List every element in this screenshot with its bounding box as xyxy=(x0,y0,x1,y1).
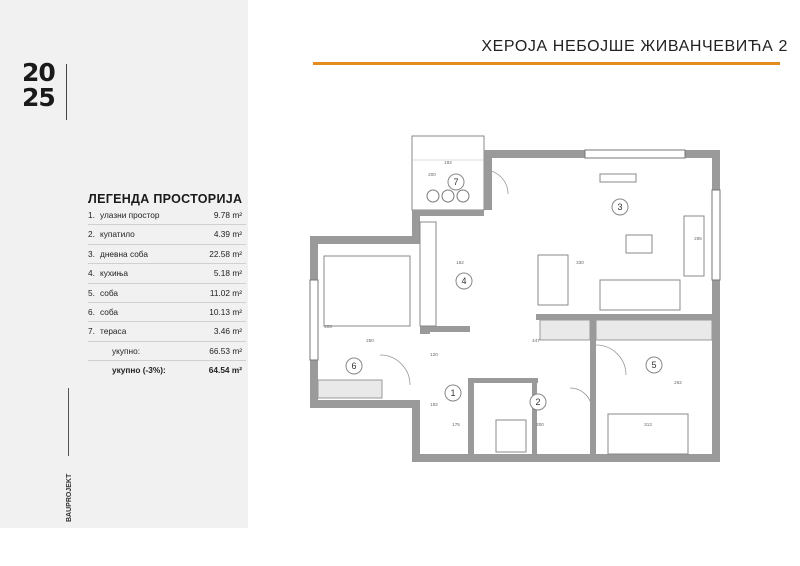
dimension-label: 330 xyxy=(576,260,584,265)
legend-row xyxy=(88,264,246,283)
room-name: купатило xyxy=(100,229,135,240)
room-label: 4 xyxy=(461,276,467,286)
room-number: 7. xyxy=(88,326,95,337)
dimension-label: 285 xyxy=(694,236,702,241)
legend-row xyxy=(88,245,246,264)
dimension-label: 262 xyxy=(674,380,682,385)
year-divider xyxy=(66,64,67,120)
door-swing xyxy=(570,388,592,410)
room-name: улазни простор xyxy=(100,210,160,220)
door-swing xyxy=(380,355,410,385)
room-area: 10.13 m² xyxy=(209,306,242,317)
room-number: 6. xyxy=(88,306,95,317)
room-area: 11.02 m² xyxy=(209,287,242,298)
room-number: 5. xyxy=(88,287,95,298)
terrace-outline xyxy=(412,136,484,210)
wardrobe-room-5 xyxy=(540,320,590,340)
room-number: 3. xyxy=(88,248,95,259)
year-top: 20 xyxy=(22,58,55,87)
room-name: тераса xyxy=(100,326,127,337)
wall xyxy=(310,400,420,408)
room-label: 7 xyxy=(453,177,459,187)
terrace-table xyxy=(442,190,454,202)
dimension-label: 313 xyxy=(644,422,652,427)
grand-total-area: 64.54 m² xyxy=(208,365,242,376)
window xyxy=(585,150,685,158)
dimension-label: 162 xyxy=(456,260,464,265)
coffee-table xyxy=(626,235,652,253)
dimension-label: 447 xyxy=(532,338,540,343)
wall xyxy=(412,400,420,462)
wall xyxy=(310,236,420,244)
wardrobe-room-5 xyxy=(596,320,712,340)
wardrobe-room-6 xyxy=(318,380,382,398)
dimension-label: 182 xyxy=(430,402,438,407)
dimension-label: 250 xyxy=(366,338,374,343)
legend-row xyxy=(88,322,246,341)
floor-plan xyxy=(300,130,740,470)
wall xyxy=(430,326,470,332)
sidebar-panel xyxy=(0,0,248,528)
year-bottom: 25 xyxy=(22,83,55,112)
room-label: 1 xyxy=(450,388,456,398)
dimension-label: 200 xyxy=(428,172,436,177)
terrace-chair xyxy=(457,190,469,202)
brand-divider xyxy=(68,388,69,456)
wall xyxy=(420,326,430,334)
legend-total-row xyxy=(88,342,246,361)
door-swing xyxy=(596,345,626,375)
wall xyxy=(536,314,720,320)
legend-row xyxy=(88,225,246,244)
dimension-label: 403 xyxy=(324,324,332,329)
room-area: 9.78 m² xyxy=(213,210,242,220)
bed-room-6 xyxy=(324,256,410,326)
room-name: соба xyxy=(100,287,119,298)
room-area: 3.46 m² xyxy=(213,326,242,337)
room-label: 2 xyxy=(535,397,541,407)
wall xyxy=(484,150,492,210)
brand-text: BAUPROJEKT xyxy=(66,473,73,522)
wall xyxy=(590,320,596,462)
dimension-label: 300 xyxy=(536,422,544,427)
wall xyxy=(412,454,720,462)
window xyxy=(712,190,720,280)
legend-row xyxy=(88,206,246,225)
bed-room-5 xyxy=(608,414,688,454)
grand-total-label: укупно (-3%): xyxy=(112,365,166,376)
room-number: 1. xyxy=(88,210,95,220)
legend-title: ЛЕГЕНДА ПРОСТОРИЈА xyxy=(88,192,243,206)
room-label: 6 xyxy=(351,361,357,371)
dimension-label: 120 xyxy=(430,352,438,357)
terrace-chair xyxy=(427,190,439,202)
room-area: 5.18 m² xyxy=(213,268,242,279)
dimension-label: 192 xyxy=(444,160,452,165)
radiator xyxy=(600,174,636,182)
room-number: 4. xyxy=(88,268,95,279)
page-title: ХЕРОЈА НЕБОЈШЕ ЖИВАНЧЕВИЋА 2 xyxy=(481,38,788,55)
total-label: укупно: xyxy=(112,345,141,356)
wall xyxy=(468,378,474,462)
room-name: соба xyxy=(100,306,119,317)
dining-table xyxy=(538,255,568,305)
tv-unit xyxy=(684,216,704,276)
room-area: 22.58 m² xyxy=(209,248,242,259)
walls xyxy=(310,150,720,462)
wall xyxy=(412,210,484,216)
room-legend xyxy=(88,206,246,380)
sofa xyxy=(600,280,680,310)
legend-row xyxy=(88,303,246,322)
wall xyxy=(468,378,538,383)
total-area: 66.53 m² xyxy=(209,345,242,356)
dimension-label: 175 xyxy=(452,422,460,427)
kitchen-counter xyxy=(420,222,436,326)
room-label: 3 xyxy=(617,202,623,212)
brand-logo xyxy=(62,462,74,522)
legend-row xyxy=(88,284,246,303)
window xyxy=(310,280,318,360)
room-name: дневна соба xyxy=(100,248,148,259)
room-area: 4.39 m² xyxy=(213,229,242,240)
title-accent-bar xyxy=(313,62,780,65)
shower xyxy=(496,420,526,452)
room-number: 2. xyxy=(88,229,95,240)
room-label: 5 xyxy=(651,360,657,370)
room-name: кухиња xyxy=(100,268,129,279)
legend-grand-total-row xyxy=(88,361,246,379)
year-label xyxy=(22,60,55,110)
